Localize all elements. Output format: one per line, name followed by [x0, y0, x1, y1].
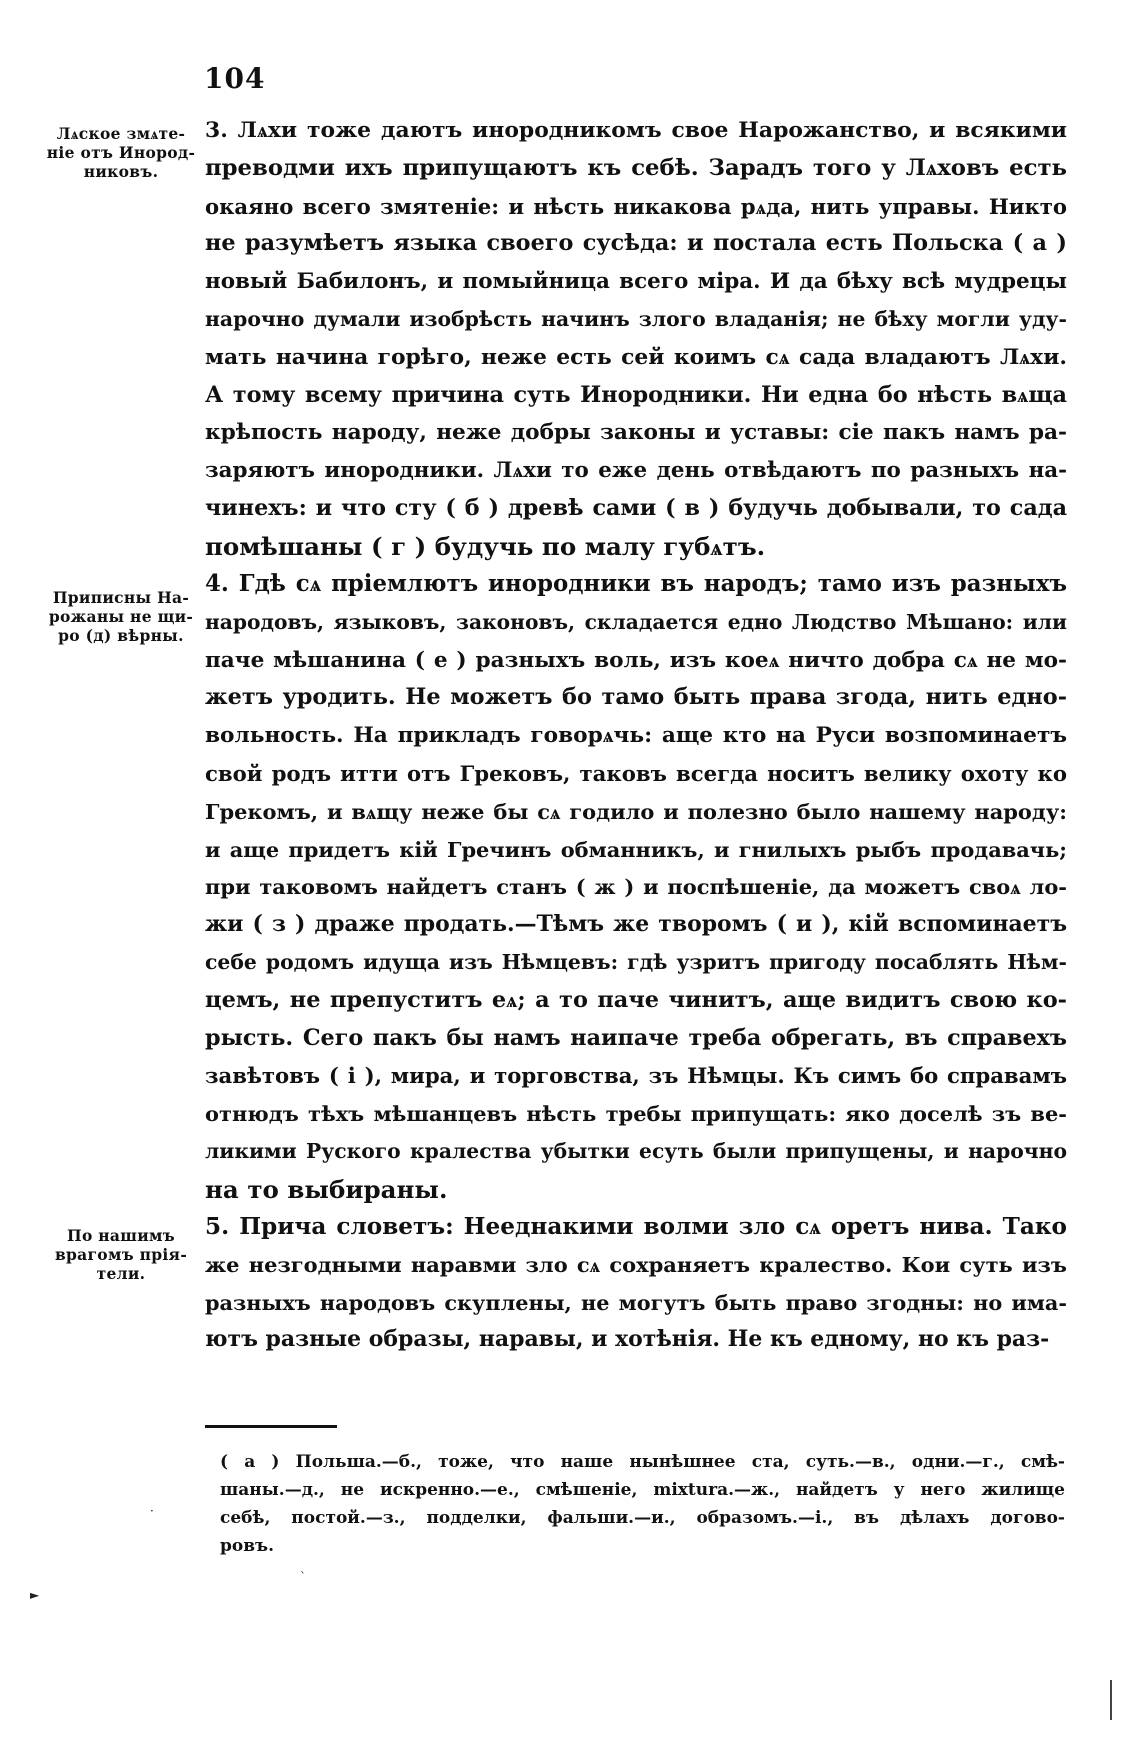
footnotes: [220, 1448, 1065, 1560]
text-line: крѣпость народу, неже добры законы и уставы: сіе пакъ намъ ра-: [205, 420, 1067, 446]
scan-dot: ·: [150, 1504, 154, 1518]
text-line: жи ( з ) драже продать.—Тѣмъ же творомъ ( и ), кій вспоминаетъ: [205, 911, 1067, 938]
text-line: 5. Прича словетъ: Нееднакими волми зло сѧ оретъ нива. Тако: [205, 1213, 1067, 1240]
text-line: Грекомъ, и вѧщу неже бы сѧ годило и полезно было нашему народу:: [205, 798, 1067, 824]
text-line: чинехъ: и что сту ( б ) древѣ сами ( в ) будучь добывали, то сада: [205, 494, 1067, 521]
marginal-line: ро (д) вѣрны.: [58, 626, 184, 645]
footnote-divider: [205, 1425, 337, 1428]
page-number: 104: [204, 62, 266, 95]
paragraph-5: [205, 1208, 1067, 1359]
paragraph-3: [205, 112, 1067, 566]
text-line: мать начина горѣго, неже есть сей коимъ сѧ сада владаютъ Лѧхи.: [205, 344, 1067, 370]
scan-edge-line: [1110, 1680, 1112, 1720]
marginal-line: Лѧское змѧте-: [56, 124, 186, 143]
text-line: нарочно думали изобрѣсть начинъ злого владанія; не бѣху могли уду-: [205, 306, 1067, 331]
marginal-note: [42, 124, 200, 181]
text-line: преводми ихъ припущаютъ къ себѣ. Зарадъ того у Лѧховъ есть: [205, 154, 1067, 181]
text-line: разныхъ народовъ скуплены, не могутъ быть право згодны: но има-: [205, 1289, 1067, 1315]
marginal-line: По нашимъ: [67, 1226, 175, 1245]
marginal-line: рожаны не щи-: [48, 607, 194, 626]
footnote-line: шаны.—д., не искренно.—е., смѣшеніе, mixtura.—ж., найдетъ у него жилище: [220, 1480, 1065, 1500]
text-line: на то выбираны.: [205, 1174, 448, 1204]
marginal-line: ніе отъ Инород-: [46, 143, 196, 162]
marginal-note: [42, 588, 200, 645]
text-line: цемъ, не препуститъ еѧ; а то паче чинитъ, аще видитъ свою ко-: [205, 986, 1067, 1013]
scan-tick-mark: ˋ: [300, 1570, 306, 1584]
marginal-line: тели.: [96, 1264, 146, 1283]
text-line: же незгодными наравми зло сѧ сохраняетъ кралество. Кои суть изъ: [205, 1251, 1067, 1277]
marginal-line: врагомъ прія-: [54, 1245, 188, 1264]
text-line: свой родъ итти отъ Грековъ, таковъ всегда носитъ велику охоту ко: [205, 760, 1067, 786]
footnote-line: себѣ, постой.—з., подделки, фальши.—и., образомъ.—і., въ дѣлахъ догово-: [220, 1508, 1065, 1528]
text-line: при таковомъ найдетъ станъ ( ж ) и поспѣшеніе, да можетъ своѧ ло-: [205, 874, 1067, 900]
text-line: народовъ, языковъ, законовъ, складается едно Людство Мѣшано: или: [205, 609, 1067, 634]
text-line: отнюдъ тѣхъ мѣшанцевъ нѣсть требы припущать: яко доселѣ зъ ве-: [205, 1101, 1067, 1127]
text-line: окаяно всего змятеніе: и нѣсть никакова рѧда, нить управы. Никто: [205, 193, 1067, 219]
text-line: себе родомъ идуща изъ Нѣмцевъ: гдѣ узритъ пригоду посаблять Нѣм-: [205, 949, 1067, 974]
marginal-line: Приписны На-: [52, 588, 190, 607]
text-line: А тому всему причина суть Инородники. Ни една бо нѣсть вѧща: [205, 381, 1067, 408]
text-line: новый Бабилонъ, и помыйница всего міра. И да бѣху всѣ мудрецы: [205, 269, 1067, 295]
text-line: помѣшаны ( г ) будучь по малу губѧтъ.: [205, 531, 766, 561]
text-line: завѣтовъ ( і ), мира, и торговства, зъ Нѣмцы. Къ симъ бо справамъ: [205, 1063, 1067, 1089]
text-line: вольность. На прикладъ говорѧчь: аще кто на Руси возпоминаетъ: [205, 723, 1067, 749]
text-line: и аще придетъ кій Гречинъ обманникъ, и гнилыхъ рыбъ продавачь;: [205, 836, 1067, 862]
text-line: ликими Руского кралества убытки есуть были припущены, и нарочно: [205, 1138, 1067, 1163]
marginal-line: никовъ.: [83, 162, 159, 181]
text-line: рысть. Сего пакъ бы намъ наипаче треба обрегать, въ справехъ: [205, 1024, 1067, 1051]
footnote-line: ( а ) Польша.—б., тоже, что наше нынѣшнее ста, суть.—в., одни.—г., смѣ-: [220, 1452, 1065, 1472]
text-line: ютъ разные образы, наравы, и хотѣнія. Не къ едному, но къ раз-: [205, 1326, 1050, 1353]
text-line: 4. Гдѣ сѧ пріемлютъ инородники въ народъ; тамо изъ разныхъ: [205, 571, 1067, 597]
paragraph-4: [205, 566, 1067, 1209]
scan-arrow-mark: ►: [30, 1588, 40, 1602]
text-line: паче мѣшанина ( е ) разныхъ воль, изъ коеѧ ничто добра сѧ не мо-: [205, 647, 1067, 673]
footnote-line: ровъ.: [220, 1536, 274, 1556]
text-line: заряютъ инородники. Лѧхи то еже день отвѣдаютъ по разныхъ на-: [205, 458, 1067, 484]
text-line: 3. Лѧхи тоже даютъ инородникомъ свое Нарожанство, и всякими: [205, 117, 1067, 143]
marginal-note: [42, 1226, 200, 1283]
text-line: жетъ уродить. Не можетъ бо тамо быть права згода, нить едно-: [205, 684, 1067, 711]
text-line: не разумѣетъ языка своего сусѣда: и постала есть Польска ( а ): [205, 230, 1067, 257]
